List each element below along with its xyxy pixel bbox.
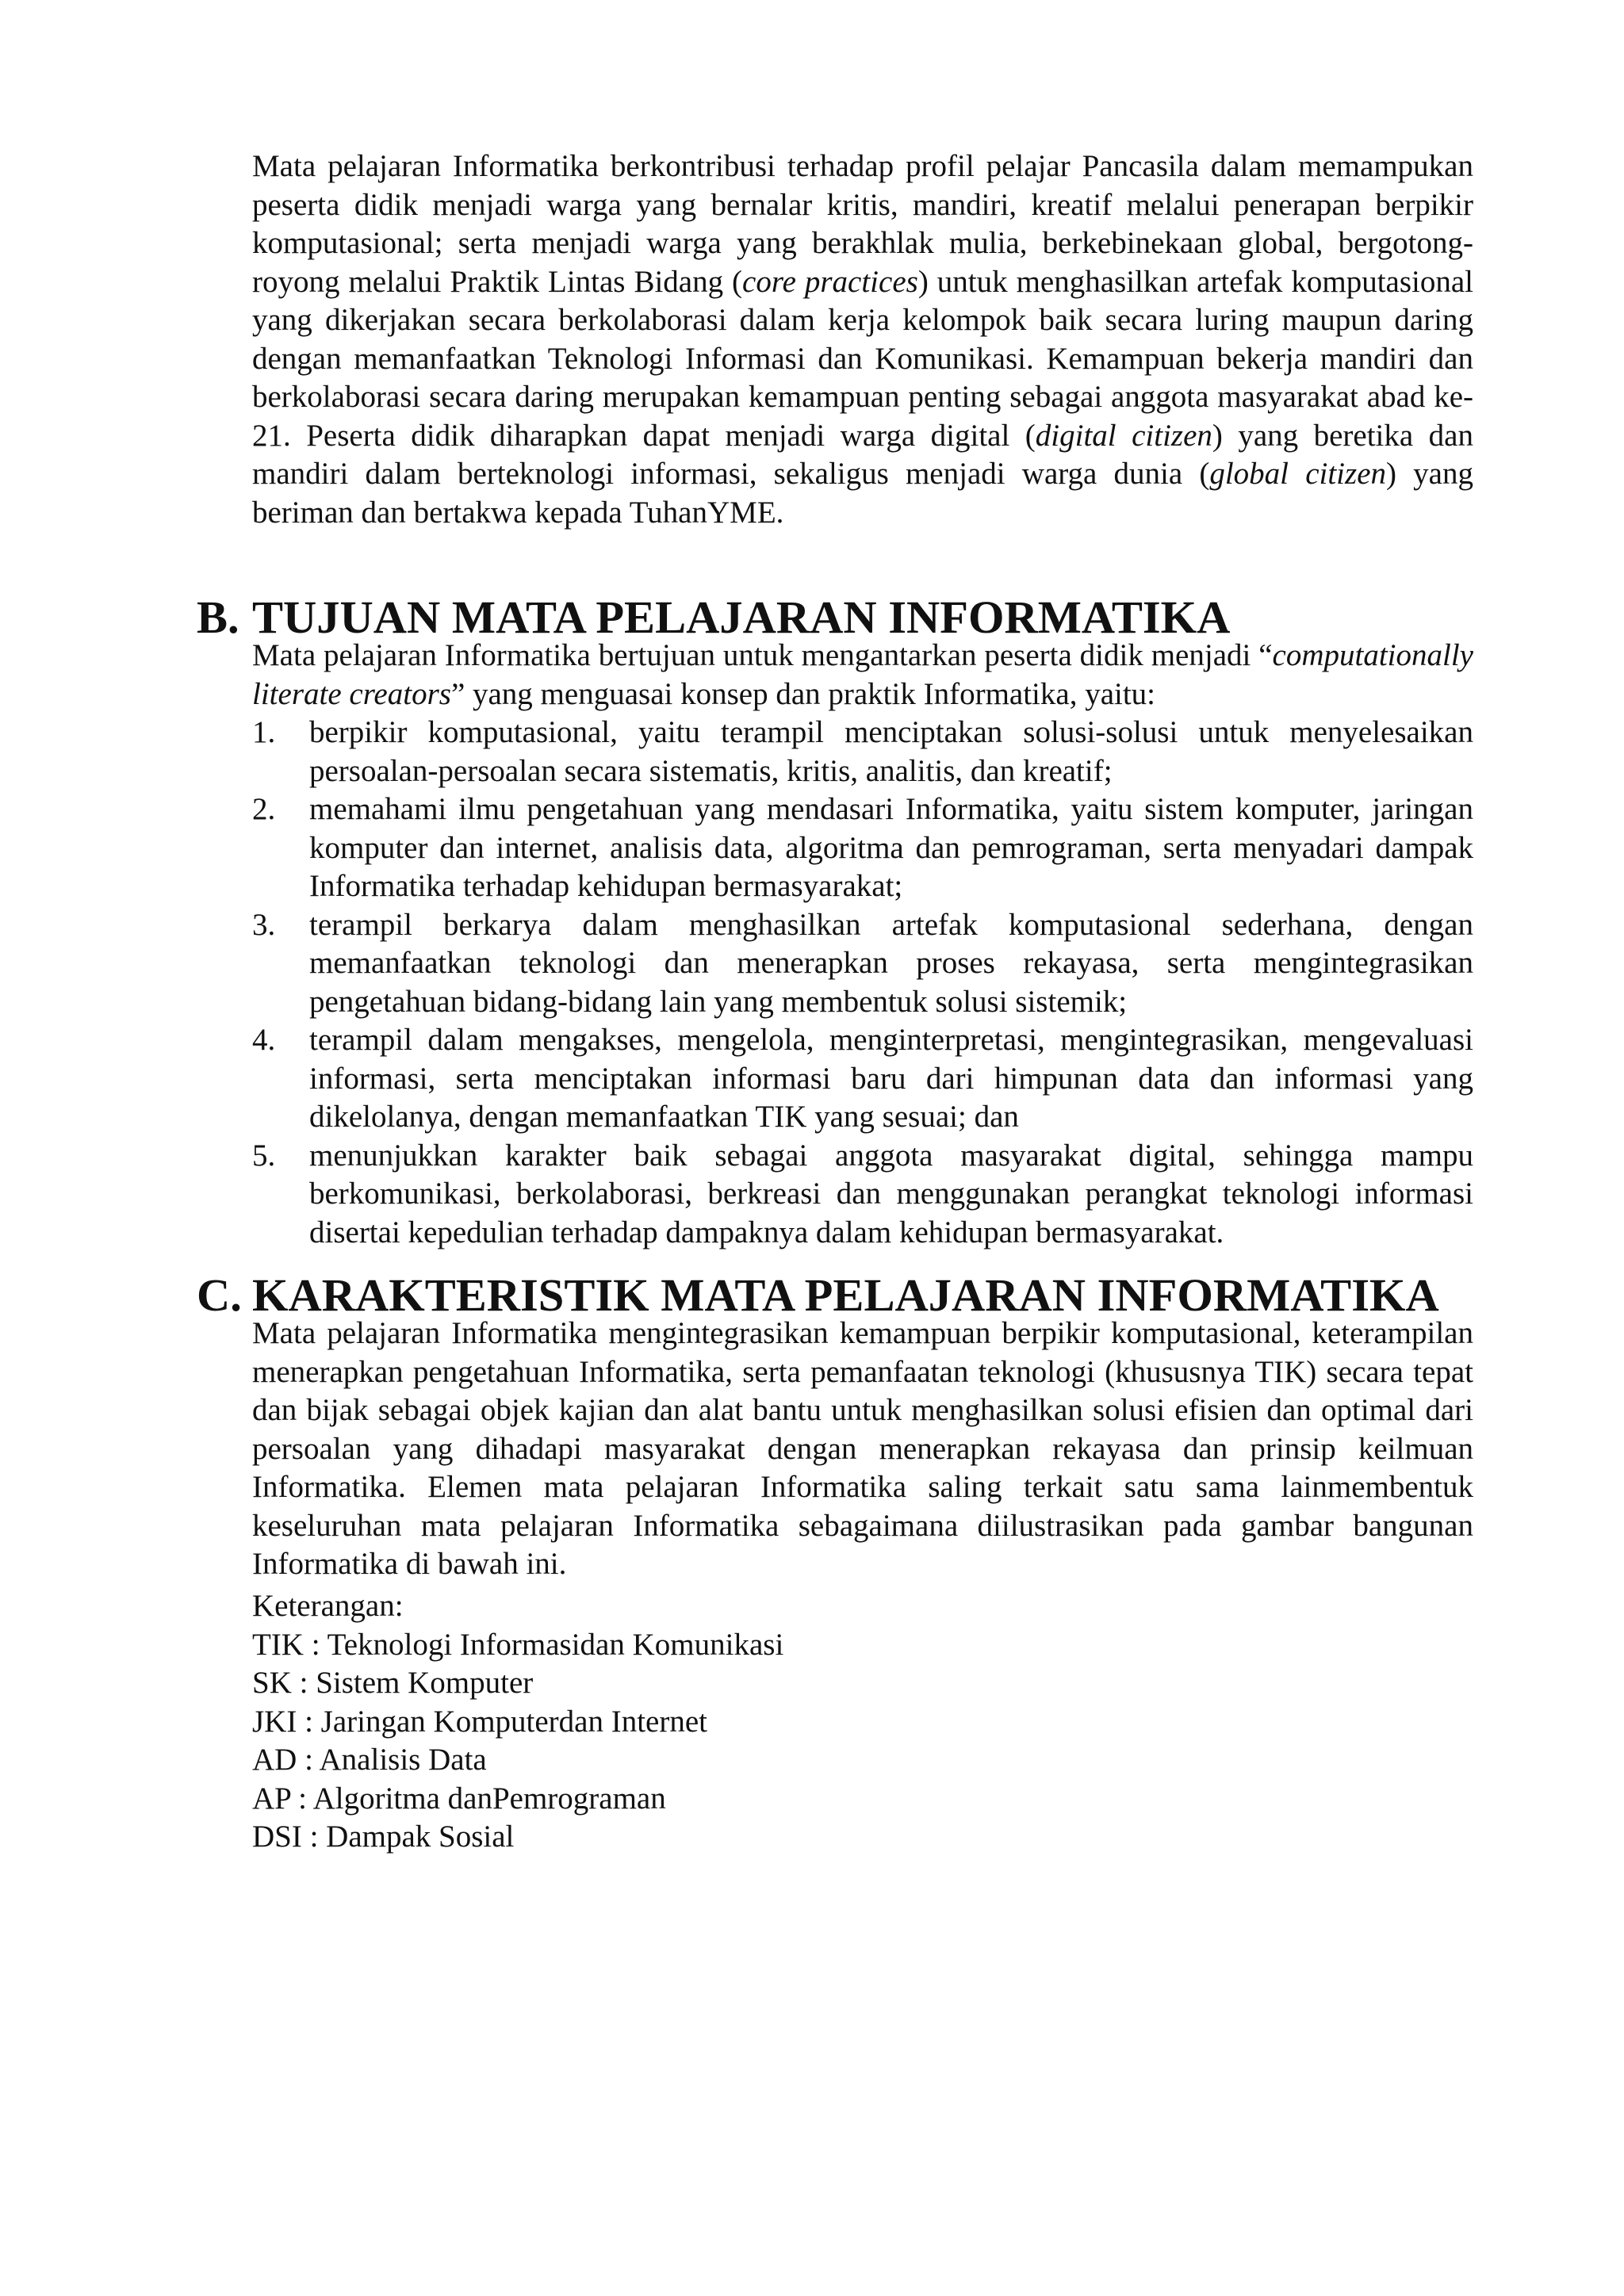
legend-list	[252, 1587, 783, 1857]
section-b-letter: B.	[197, 591, 239, 643]
list-item-number: 2.	[252, 792, 276, 826]
list-item-number: 1.	[252, 715, 276, 749]
legend-item: AP : Algoritma danPemrograman	[252, 1781, 666, 1816]
legend-item: TIK : Teknologi Informasidan Komunikasi	[252, 1627, 784, 1662]
list-item-number: 3.	[252, 907, 276, 942]
list-item	[252, 1137, 1473, 1253]
list-item	[252, 790, 1473, 906]
legend-title: Keterangan:	[252, 1589, 404, 1623]
section-b-heading	[197, 591, 1231, 643]
legend-item: AD : Analisis Data	[252, 1743, 487, 1777]
list-item-text: menunjukkan karakter baik sebagai anggota masyarakat digital, sehingga mampu berkomunikasi, berkolaborasi, berkreasi dan menggunakan perangkat teknologi informasi disertai kepedulian terhadap dampaknya dalam kehidupan bermasyarakat.	[309, 1138, 1473, 1249]
list-item	[252, 906, 1473, 1022]
intro-text-4: ) yang beriman dan bertakwa kepada TuhanYME.	[252, 457, 1473, 530]
list-item	[252, 1021, 1473, 1137]
intro-emphasis-global-citizen: global citizen	[1209, 457, 1386, 491]
list-item-text: berpikir komputasional, yaitu terampil menciptakan solusi-solusi untuk menyelesaikan persoalan-persoalan secara sistematis, kritis, analitis, dan kreatif;	[309, 715, 1473, 788]
list-item-number: 5.	[252, 1138, 276, 1173]
list-item-text: memahami ilmu pengetahuan yang mendasari Informatika, yaitu sistem komputer, jaringan komputer dan internet, analisis data, algoritma dan pemrograman, serta menyadari dampak Informatika terhadap kehidupan bermasyarakat;	[309, 792, 1473, 903]
list-item-text: terampil dalam mengakses, mengelola, menginterpretasi, mengintegrasikan, mengevaluasi informasi, serta menciptakan informasi baru dari himpunan data dan informasi yang dikelolanya, dengan memanfaatkan TIK yang sesuai; dan	[309, 1023, 1473, 1134]
section-b-paragraph	[252, 637, 1473, 714]
section-b-list	[252, 714, 1473, 1252]
section-c-title: KARAKTERISTIK MATA PELAJARAN INFORMATIKA	[252, 1269, 1439, 1321]
section-b-title: TUJUAN MATA PELAJARAN INFORMATIKA	[252, 591, 1231, 643]
legend-item: JKI : Jaringan Komputerdan Internet	[252, 1704, 707, 1739]
section-c-heading	[197, 1269, 1439, 1321]
legend-item: DSI : Dampak Sosial	[252, 1820, 515, 1854]
intro-paragraph	[252, 147, 1473, 532]
intro-emphasis-digital-citizen: digital citizen	[1035, 418, 1212, 453]
intro-text-2: ) untuk menghasilkan artefak komputasional yang dikerjakan secara berkolaborasi dalam kerja kelompok baik secara luring maupun daring dengan memanfaatkan Teknologi Informasi dan Komunikasi. Kemampuan bekerja mandiri dan berkolaborasi secara daring merupakan kemampuan penting sebagai anggota masyarakat abad ke-21. Peserta didik diharapkan dapat menjadi warga digital (	[252, 264, 1473, 453]
section-b-text-2: ” yang menguasai konsep dan praktik Informatika, yaitu:	[450, 676, 1156, 711]
intro-text-1: Mata pelajaran Informatika berkontribusi terhadap profil pelajar Pancasila dalam memampukan peserta didik menjadi warga yang bernalar kritis, mandiri, kreatif melalui penerapan berpikir komputasional; serta menjadi warga yang berakhlak mulia, berkebinekaan global, bergotong-royong melalui Praktik Lintas Bidang (	[252, 149, 1473, 299]
intro-text-3: ) yang beretika dan mandiri dalam berteknologi informasi, sekaligus menjadi warga dunia (	[252, 418, 1473, 491]
list-item-text: terampil berkarya dalam menghasilkan artefak komputasional sederhana, dengan memanfaatkan teknologi dan menerapkan proses rekayasa, serta mengintegrasikan pengetahuan bidang-bidang lain yang membentuk solusi sistemik;	[309, 907, 1473, 1019]
section-b-text-1: Mata pelajaran Informatika bertujuan untuk mengantarkan peserta didik menjadi “	[252, 638, 1273, 672]
section-c-letter: C.	[197, 1269, 242, 1321]
list-item	[252, 714, 1473, 790]
legend-item: SK : Sistem Komputer	[252, 1666, 534, 1700]
list-item-number: 4.	[252, 1023, 276, 1057]
section-b-emphasis: computationally literate creators	[252, 638, 1473, 711]
section-c-paragraph: Mata pelajaran Informatika mengintegrasikan kemampuan berpikir komputasional, keterampilan menerapkan pengetahuan Informatika, serta pemanfaatan teknologi (khususnya TIK) secara tepat dan bijak sebagai objek kajian dan alat bantu untuk menghasilkan solusi efisien dan optimal dari persoalan yang dihadapi masyarakat dengan menerapkan rekayasa dan prinsip keilmuan Informatika. Elemen mata pelajaran Informatika saling terkait satu sama lainmembentuk keseluruhan mata pelajaran Informatika sebagaimana diilustrasikan pada gambar bangunan Informatika di bawah ini.	[252, 1316, 1473, 1581]
intro-emphasis-core-practices: core practices	[742, 264, 918, 299]
